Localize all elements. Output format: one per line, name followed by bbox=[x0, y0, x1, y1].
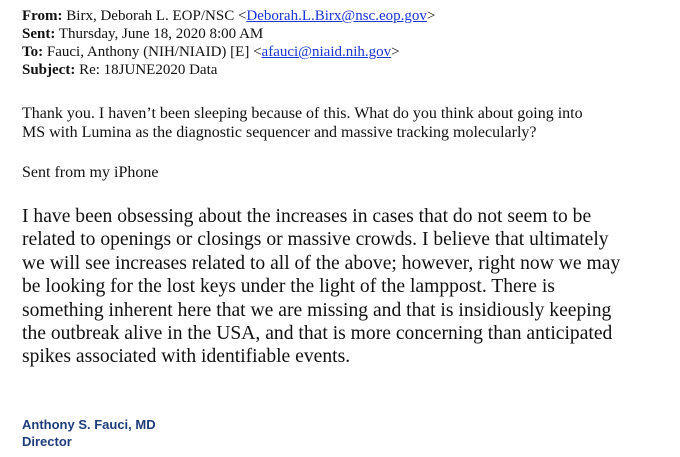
from-name: Birx, Deborah L. EOP/NSC < bbox=[66, 8, 247, 24]
to-close: > bbox=[391, 44, 400, 60]
quoted-line: I have been obsessing about the increases in cases that do not seem to be bbox=[22, 206, 592, 227]
reply-body bbox=[22, 104, 672, 142]
quoted-line: spikes associated with identifiable events. bbox=[22, 346, 351, 368]
from-line bbox=[22, 7, 662, 25]
subject-line bbox=[22, 61, 662, 79]
sent-label: Sent: bbox=[22, 26, 56, 42]
to-label: To: bbox=[22, 44, 44, 60]
to-name: Fauci, Anthony (NIH/NIAID) [E] < bbox=[46, 44, 262, 60]
signature-block bbox=[22, 416, 156, 450]
quoted-message bbox=[22, 205, 672, 369]
sent-from-signoff: Sent from my iPhone bbox=[22, 164, 159, 181]
quoted-line: the outbreak alive in the USA, and that is more concerning than anticipated bbox=[22, 323, 613, 345]
quoted-line: something inherent here that we are missing and that is insidiously keeping bbox=[22, 299, 612, 321]
signature-name: Anthony S. Fauci, MD bbox=[22, 417, 156, 432]
quoted-line: be looking for the lost keys under the light of the lamppost. There is bbox=[22, 276, 555, 298]
sent-line bbox=[22, 25, 662, 43]
reply-line-2: MS with Lumina as the diagnostic sequencer and massive tracking molecularly? bbox=[22, 124, 537, 141]
email-header bbox=[22, 7, 662, 79]
quoted-line: we will see increases related to all of the above; however, right now we may bbox=[22, 252, 621, 274]
to-line bbox=[22, 43, 662, 61]
to-email-link[interactable]: afauci@niaid.nih.gov bbox=[261, 44, 392, 60]
sent-value: Thursday, June 18, 2020 8:00 AM bbox=[58, 26, 264, 42]
from-close: > bbox=[426, 8, 436, 24]
from-label: From: bbox=[22, 8, 63, 24]
subject-value: Re: 18JUNE2020 Data bbox=[79, 62, 218, 78]
signature-title: Director bbox=[22, 434, 72, 449]
reply-line-1: Thank you. I haven’t been sleeping because of this. What do you think about going into bbox=[22, 105, 583, 122]
from-email-link[interactable]: Deborah.L.Birx@nsc.eop.gov bbox=[246, 8, 427, 24]
quoted-line: related to openings or closings or massive crowds. I believe that ultimately bbox=[22, 229, 609, 251]
subject-label: Subject: bbox=[22, 62, 76, 78]
